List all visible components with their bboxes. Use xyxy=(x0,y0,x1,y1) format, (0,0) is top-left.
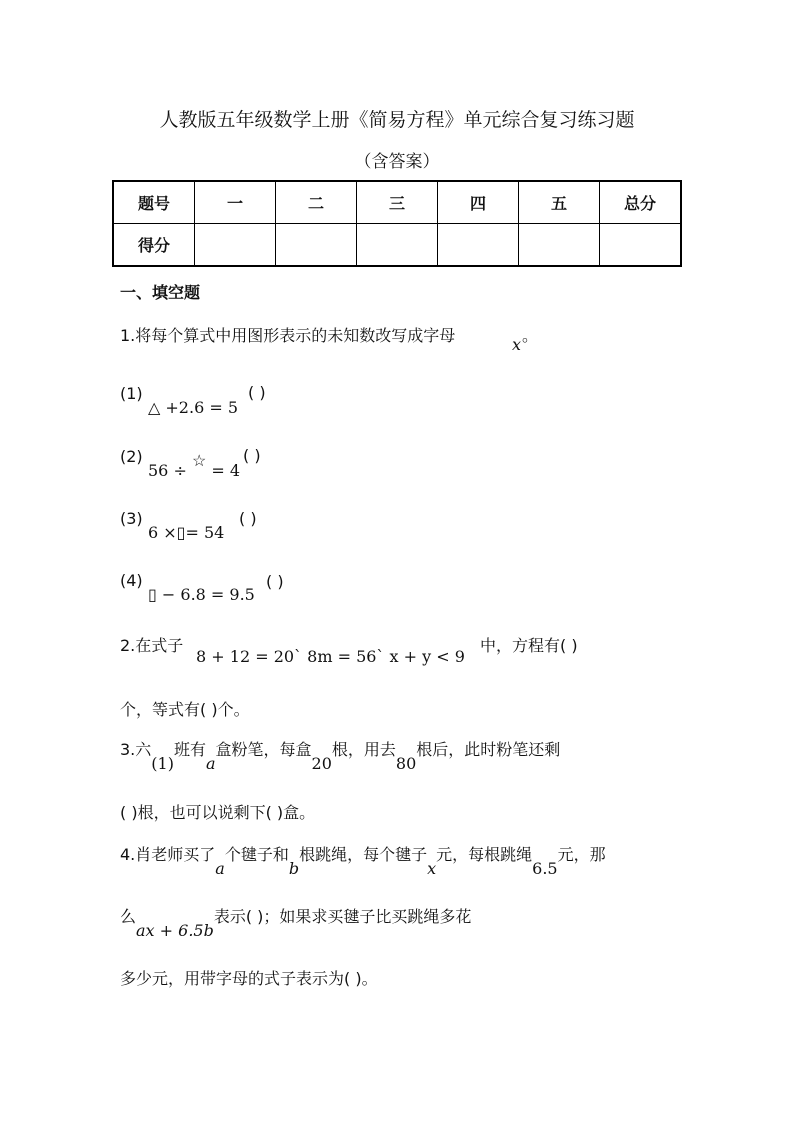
score-cell[interactable] xyxy=(438,224,519,267)
score-header-cell: 三 xyxy=(357,181,438,224)
q2-expression: 8 + 12 = 20` 8m = 56` x + y < 9 xyxy=(196,647,465,666)
page-subtitle: （含答案） xyxy=(354,152,440,172)
q1-item-num: (3) xyxy=(120,509,143,528)
score-row-label: 得分 xyxy=(113,224,195,267)
score-header-cell: 题号 xyxy=(113,181,195,224)
q3-line2[interactable]: ( )根，也可以说剩下( )盒。 xyxy=(120,803,316,822)
q2-prefix: 2.在式子 xyxy=(120,636,184,655)
q1-item-num: (1) xyxy=(120,384,143,403)
section-heading: 一、填空题 xyxy=(120,283,201,302)
page-title: 人教版五年级数学上册《简易方程》单元综合复习练习题 xyxy=(159,109,635,131)
q1-variable: x xyxy=(512,335,522,354)
score-table xyxy=(112,180,682,267)
q1-item-blank[interactable]: ( ) xyxy=(243,446,261,465)
q1-item-blank[interactable]: ( ) xyxy=(266,572,284,591)
score-cell[interactable] xyxy=(519,224,600,267)
q1-item-num: (2) xyxy=(120,447,143,466)
q1-item-expr: 56 ÷ ☆ = 4 xyxy=(148,451,241,480)
q4-line1: 4.肖老师买了a个毽子和b根跳绳，每个毽子x元，每根跳绳6.5元，那 xyxy=(120,845,606,878)
q1-item-blank[interactable]: ( ) xyxy=(248,383,266,402)
q1-end: 。 xyxy=(522,326,539,345)
q1-item-expr: △ +2.6 = 5 xyxy=(148,398,238,417)
q2-mid[interactable]: 中，方程有( ) xyxy=(480,636,578,655)
q1-item-blank[interactable]: ( ) xyxy=(239,509,257,528)
star-icon: ☆ xyxy=(191,451,207,470)
q1-item-expr: 6 ×▯= 54 xyxy=(148,523,225,542)
score-header-cell: 二 xyxy=(276,181,357,224)
score-cell[interactable] xyxy=(600,224,682,267)
q1-item-expr: ▯ − 6.8 = 9.5 xyxy=(148,585,255,604)
score-header-cell: 五 xyxy=(519,181,600,224)
score-header-cell: 总分 xyxy=(600,181,682,224)
score-cell[interactable] xyxy=(357,224,438,267)
score-row xyxy=(113,224,681,267)
q2-line2[interactable]: 个，等式有( )个。 xyxy=(120,700,250,719)
score-header-row xyxy=(113,181,681,224)
score-cell[interactable] xyxy=(195,224,276,267)
score-cell[interactable] xyxy=(276,224,357,267)
q1-item-num: (4) xyxy=(120,571,143,590)
q4-line2[interactable]: 么ax + 6.5b表示( )；如果求买毽子比买跳绳多花 xyxy=(120,907,472,940)
q4-line3[interactable]: 多少元，用带字母的式子表示为( )。 xyxy=(120,969,378,988)
q3-line1: 3.六(1)班有a盒粉笔，每盒20根，用去80根后，此时粉笔还剩 xyxy=(120,740,561,773)
score-header-cell: 四 xyxy=(438,181,519,224)
score-header-cell: 一 xyxy=(195,181,276,224)
q1-text: 1.将每个算式中用图形表示的未知数改写成字母 xyxy=(120,326,456,345)
